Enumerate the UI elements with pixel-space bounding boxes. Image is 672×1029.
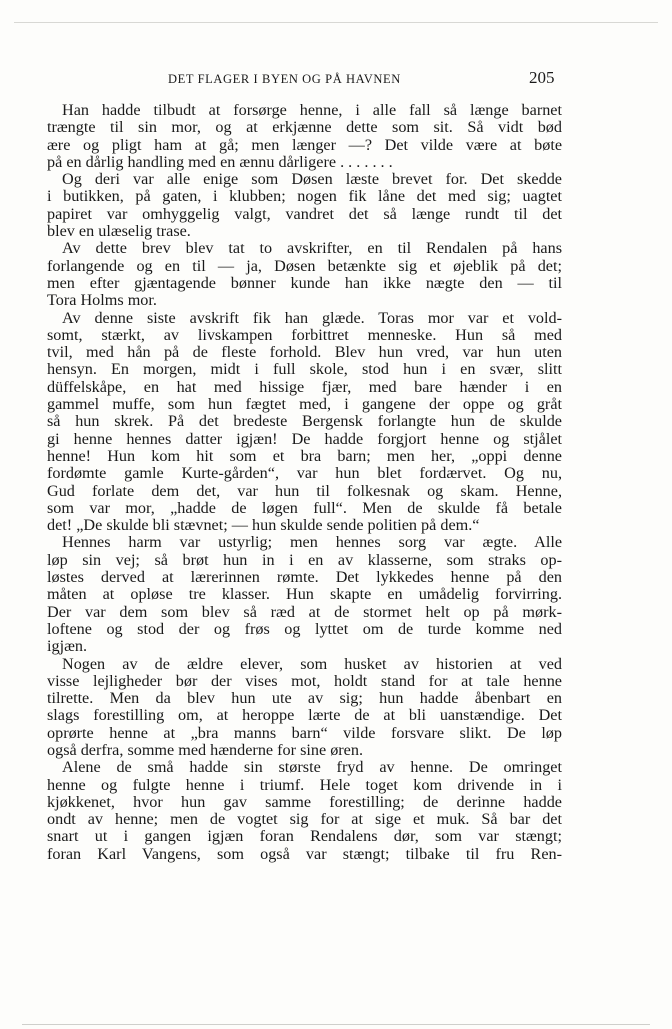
text-line: ondt av henne; men de vogtet sig for at sige et muk. Så bar det: [47, 811, 562, 829]
text-line: somt, stærkt, av livskampen forbittret menneske. Hun så med: [47, 326, 562, 344]
text-line: løstes derved at lærerinnen rømte. Det lykkedes henne på den: [47, 569, 562, 587]
text-line: Gud forlate dem det, var hun til folkesnak og skam. Henne,: [47, 482, 562, 500]
text-line: så hun skrek. På det bredeste Bergensk forlangte hun de skulde: [47, 413, 562, 431]
text-line: Alene de små hadde sin største fryd av henne. De omringet: [62, 759, 562, 777]
text-line: blev en ulæselig trase.: [47, 223, 191, 241]
text-line: visse lejligheder bør der vises mot, holdt stand for at tale henne: [47, 672, 562, 690]
text-line: henne og fulgte henne i triumf. Hele toget kom drivende in i: [47, 776, 562, 794]
text-line: måten at opløse tre klasser. Hun skapte en umådelig forvirring.: [47, 586, 562, 604]
text-line: papiret var omhyggelig valgt, vandret det så længe rundt til det: [47, 205, 562, 223]
text-line: foran Karl Vangens, som også var stængt; tilbake til fru Ren-: [47, 845, 562, 863]
text-line: Hennes harm var ustyrlig; men hennes sorg var ægte. Alle: [62, 534, 562, 552]
text-line: Han hadde tilbudt at forsørge henne, i alle fall så længe barnet: [62, 102, 562, 119]
text-line: tvil, med hån på de fleste forhold. Blev hun vred, var hun uten: [47, 344, 562, 362]
text-line: løp sin vej; så brøt hun in i en av klasserne, som straks op-: [47, 551, 562, 569]
text-line: Og deri var alle enige som Døsen læste brevet for. Det skedde: [62, 171, 562, 189]
page-number: 205: [529, 68, 555, 87]
text-line: snart ut i gangen igjæn foran Rendalens dør, som var stængt;: [47, 828, 562, 846]
text-line: henne! Hun kom hit som et bra barn; men her, „oppi denne: [47, 447, 562, 465]
text-line: Av dette brev blev tat to avskrifter, en til Rendalen på hans: [62, 240, 562, 258]
text-line: forlangende og en til — ja, Døsen betænkte sig et øjeblik på det;: [47, 257, 562, 275]
page-bottom-edge: [22, 1024, 650, 1025]
text-line: loftene og stod der og frøs og lyttet om de turde komme ned: [47, 620, 562, 638]
text-line: Tora Holms mor.: [47, 292, 157, 310]
text-line: i butikken, på gaten, i klubben; nogen fik låne det med sig; uagtet: [47, 188, 562, 206]
page-top-edge: [14, 22, 658, 23]
text-line: düffelskåpe, en hat med hissige fjær, med bare hænder i en: [47, 378, 562, 396]
text-line: på en dårlig handling med en ænnu dårligere . . . . . . .: [47, 153, 393, 171]
text-line: også derfra, somme med hænderne for sine øren.: [47, 741, 364, 759]
text-line: Av denne siste avskrift fik han glæde. Toras mor var et vold-: [62, 309, 562, 327]
text-line: slags forestilling om, at heroppe lærte de at bli uanstændige. Det: [47, 707, 562, 725]
text-line: igjæn.: [47, 638, 88, 656]
text-line: hensyn. En morgen, midt i full skole, stod hun i en svær, slitt: [47, 361, 562, 379]
body-text: [47, 102, 562, 863]
text-line: trængte til sin mor, og at erkjænne dette som sit. Så vidt bød: [47, 119, 562, 137]
text-line: fordømte gamle Kurte-gården“, var hun blet fordærvet. Og nu,: [47, 465, 562, 483]
text-line: gammel muffe, som hun fægtet med, i gangene der oppe og gråt: [47, 396, 562, 414]
text-line: Der var dem som blev så ræd at de stormet helt op på mørk-: [47, 603, 562, 621]
text-line: gi henne hennes datter igjæn! De hadde forgjort henne og stjålet: [47, 430, 562, 448]
text-line: kjøkkenet, hvor hun gav samme forestilling; de derinne hadde: [47, 793, 562, 811]
text-line: det! „De skulde bli stævnet; — hun skulde sende politien på dem.“: [47, 517, 480, 535]
text-line: som var mor, „hadde de løgen full“. Men de skulde få betale: [47, 499, 562, 517]
running-head: DET FLAGER I BYEN OG PÅ HAVNEN: [168, 72, 401, 86]
text-line: tilrette. Men da blev hun ute av sig; hun hadde åbenbart en: [47, 690, 562, 708]
text-line: Nogen av de ældre elever, som husket av historien at ved: [62, 655, 562, 673]
text-line: oprørte henne at „bra manns barn“ vilde forsvare slikt. De løp: [47, 724, 562, 742]
text-line: ære og pligt ham at gå; men længer —? Det vilde være at bøte: [47, 136, 562, 154]
text-line: men efter gjæntagende bønner kunde han ikke nægte den — til: [47, 274, 562, 292]
